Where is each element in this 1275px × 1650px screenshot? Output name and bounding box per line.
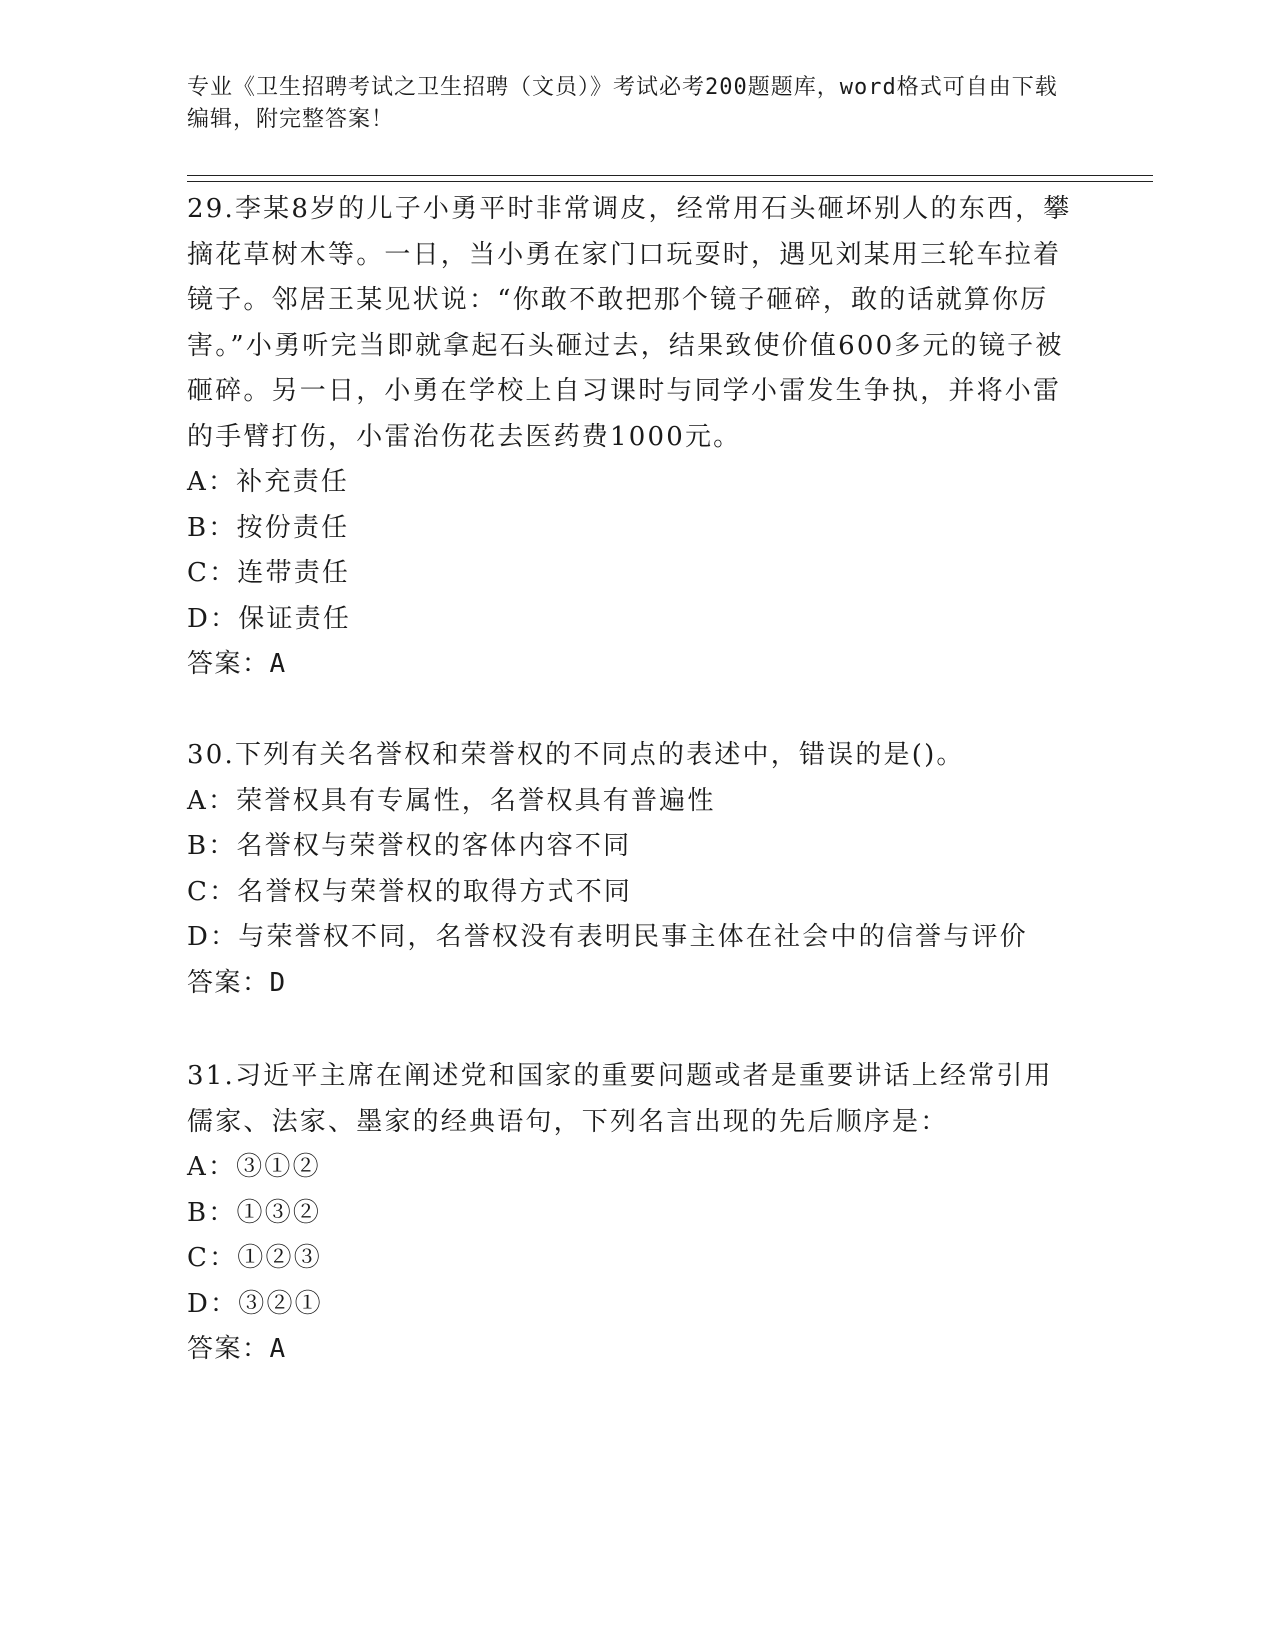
- option-b: B：按份责任: [187, 512, 350, 543]
- option-d: D：保证责任: [187, 603, 352, 634]
- option-c: C：名誉权与荣誉权的取得方式不同: [187, 876, 633, 907]
- question-30: [187, 733, 1077, 1006]
- answer: 答案：A: [187, 1334, 287, 1364]
- option-a: A：补充责任: [187, 467, 349, 497]
- option-c: C：①②③: [187, 1243, 322, 1273]
- option-a: A：③①②: [187, 1152, 321, 1182]
- answer: 答案：D: [187, 967, 287, 998]
- document-header: 专业《卫生招聘考试之卫生招聘（文员）》考试必考200题题库，word格式可自由下载编辑，附完整答案！: [187, 75, 1058, 132]
- option-b: B：名誉权与荣誉权的客体内容不同: [187, 831, 632, 861]
- question-31: [187, 1054, 1077, 1373]
- option-a: A：荣誉权具有专属性，名誉权具有普遍性: [187, 785, 716, 816]
- header-rule-top: [187, 175, 1153, 176]
- question-stem: 29.李某8岁的儿子小勇平时非常调皮，经常用石头砸坏别人的东西，攀摘花草树木等。一日，当小勇在家门口玩耍时，遇见刘某用三轮车拉着镜子。邻居王某见状说：“你敢不敢把那个镜子砸碎，敢的话就算你厉害。”小勇听完当即就拿起石头砸过去，结果致使价值600多元的镜子被砸碎。另一日，小勇在学校上自习课时与同学小雷发生争执，并将小雷的手臂打伤，小雷治伤花去医药费1000元。: [187, 194, 1072, 452]
- question-stem: 30.下列有关名誉权和荣誉权的不同点的表述中，错误的是()。: [187, 740, 965, 770]
- option-d: D：与荣誉权不同，名誉权没有表明民事主体在社会中的信誉与评价: [187, 922, 1028, 952]
- answer: 答案：A: [187, 649, 287, 679]
- option-b: B：①③②: [187, 1197, 322, 1228]
- question-stem: 31.习近平主席在阐述党和国家的重要问题或者是重要讲话上经常引用儒家、法家、墨家的经典语句，下列名言出现的先后顺序是：: [187, 1061, 1053, 1137]
- question-29: [187, 187, 1077, 688]
- option-c: C：连带责任: [187, 558, 351, 588]
- header-rule-bottom: [187, 181, 1153, 182]
- option-d: D：③②①: [187, 1288, 323, 1319]
